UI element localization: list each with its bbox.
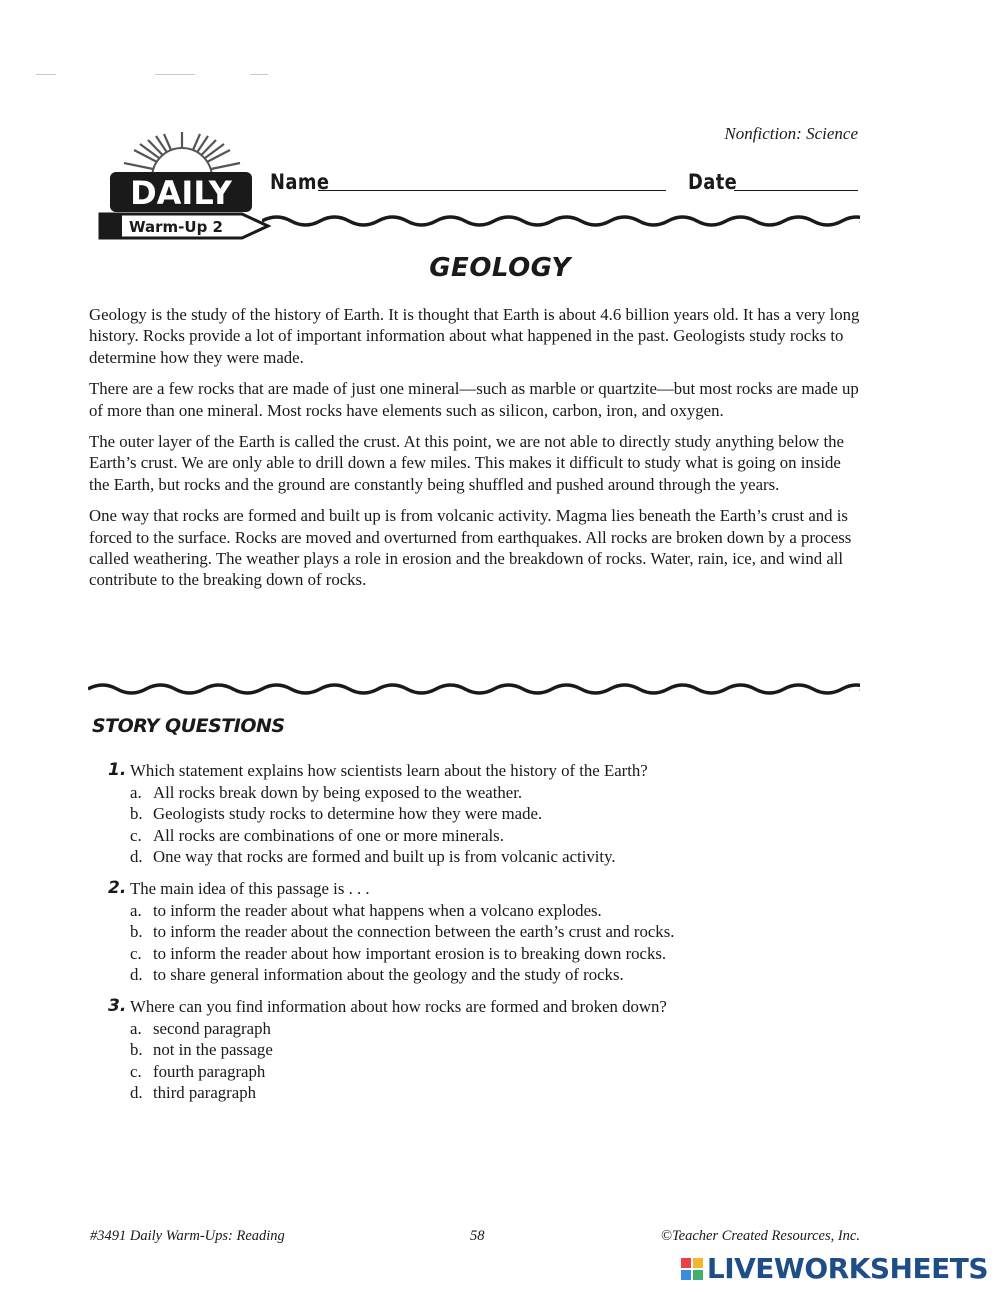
svg-text:DAILY: DAILY xyxy=(130,174,232,212)
option-letter: b. xyxy=(130,1040,143,1060)
option-text: fourth paragraph xyxy=(153,1061,266,1081)
daily-warmup-logo xyxy=(92,130,272,245)
answer-option[interactable] xyxy=(108,1039,868,1061)
option-text: to inform the reader about the connection between the earth’s crust and rocks. xyxy=(153,922,675,942)
questions-list xyxy=(108,760,868,1114)
passage-paragraph: Geology is the study of the history of Earth. It is thought that Earth is about 4.6 billion years old. It has a very long history. Rocks provide a lot of important information about what happened in the past. Geologists study rocks to determine how they were made. xyxy=(89,305,860,367)
brand-text: LIVEWORKSHEETS xyxy=(706,1252,988,1285)
name-field-line[interactable] xyxy=(318,190,666,191)
option-text: All rocks are combinations of one or more minerals. xyxy=(153,825,504,845)
question-number: 3. xyxy=(108,995,127,1016)
brand-block xyxy=(681,1258,691,1268)
option-letter: a. xyxy=(130,900,142,920)
option-letter: c. xyxy=(130,1061,142,1081)
passage-paragraph: The outer layer of the Earth is called the crust. At this point, we are not able to directly study anything below the Earth’s crust. We are only able to drill down a few miles. This makes it difficult to study what is going on inside the Earth, but rocks and the ground are constantly being shuffled and pushed around through the years. xyxy=(89,432,844,494)
option-text: second paragraph xyxy=(153,1018,271,1038)
option-letter: a. xyxy=(130,1018,142,1038)
footer-copyright: ©Teacher Created Resources, Inc. xyxy=(660,1228,860,1244)
question xyxy=(108,760,868,868)
answer-option[interactable] xyxy=(108,825,868,847)
name-label: Name xyxy=(270,170,330,194)
svg-text:Warm-Up 2: Warm-Up 2 xyxy=(129,218,223,236)
brand-block xyxy=(681,1270,691,1280)
option-letter: b. xyxy=(130,922,143,942)
answer-option[interactable] xyxy=(108,1061,868,1083)
passage-paragraph: There are a few rocks that are made of just one mineral—such as marble or quartzite—but most rocks are made up of more than one mineral. Most rocks have elements such as silicon, carbon, iron, and oxygen. xyxy=(89,379,859,420)
question-number: 1. xyxy=(108,760,127,780)
option-text: not in the passage xyxy=(153,1040,273,1060)
scan-mark xyxy=(36,74,56,75)
option-text: third paragraph xyxy=(153,1083,256,1103)
wavy-divider xyxy=(88,680,860,698)
brand-blocks-icon xyxy=(681,1258,703,1280)
brand-block xyxy=(693,1270,703,1280)
question xyxy=(108,996,868,1104)
option-text: Geologists study rocks to determine how they were made. xyxy=(153,804,543,824)
answer-option[interactable] xyxy=(108,846,868,868)
option-letter: d. xyxy=(130,847,143,867)
option-letter: a. xyxy=(130,782,142,802)
question-text: Where can you find information about how rocks are formed and broken down? xyxy=(130,996,667,1016)
footer-book-title: #3491 Daily Warm-Ups: Reading xyxy=(90,1228,285,1244)
option-letter: c. xyxy=(130,943,142,963)
footer-page-number: 58 xyxy=(470,1228,485,1244)
question xyxy=(108,878,868,986)
option-text: to share general information about the geology and the study of rocks. xyxy=(153,965,624,985)
option-text: to inform the reader about what happens when a volcano explodes. xyxy=(153,900,602,920)
answer-option[interactable] xyxy=(108,782,868,804)
option-text: All rocks break down by being exposed to the weather. xyxy=(153,782,523,802)
option-text: One way that rocks are formed and built up is from volcanic activity. xyxy=(153,847,616,867)
category-label: Nonfiction: Science xyxy=(724,124,858,143)
liveworksheets-logo[interactable] xyxy=(681,1252,988,1285)
passage-paragraph: One way that rocks are formed and built up is from volcanic activity. Magma lies beneath the Earth’s crust and is forced to the surface. Rocks are moved and overturned from earthquakes. All rocks are broken down by a process called weathering. The weather plays a role in erosion and the breakdown of rocks. Water, rain, ice, and wind all contribute to the breaking down of rocks. xyxy=(89,506,852,590)
wavy-divider xyxy=(262,212,860,230)
question-text: Which statement explains how scientists learn about the history of the Earth? xyxy=(130,761,648,780)
date-field-line[interactable] xyxy=(734,190,858,191)
scan-mark xyxy=(155,74,195,75)
option-letter: d. xyxy=(130,1083,143,1103)
answer-option[interactable] xyxy=(108,803,868,825)
scan-mark xyxy=(250,74,268,75)
option-letter: c. xyxy=(130,825,142,845)
answer-option[interactable] xyxy=(108,921,868,943)
answer-option[interactable] xyxy=(108,900,868,922)
questions-heading: STORY QUESTIONS xyxy=(92,715,285,737)
date-label: Date xyxy=(688,170,738,194)
answer-option[interactable] xyxy=(108,964,868,986)
option-letter: d. xyxy=(130,965,143,985)
option-letter: b. xyxy=(130,804,143,824)
passage xyxy=(89,304,864,601)
page-title: GEOLOGY xyxy=(429,253,571,283)
answer-option[interactable] xyxy=(108,1082,868,1104)
question-text: The main idea of this passage is . . . xyxy=(130,878,370,898)
option-text: to inform the reader about how important erosion is to breaking down rocks. xyxy=(153,943,667,963)
question-number: 2. xyxy=(108,877,127,898)
brand-block xyxy=(693,1258,703,1268)
answer-option[interactable] xyxy=(108,1018,868,1040)
answer-option[interactable] xyxy=(108,943,868,965)
